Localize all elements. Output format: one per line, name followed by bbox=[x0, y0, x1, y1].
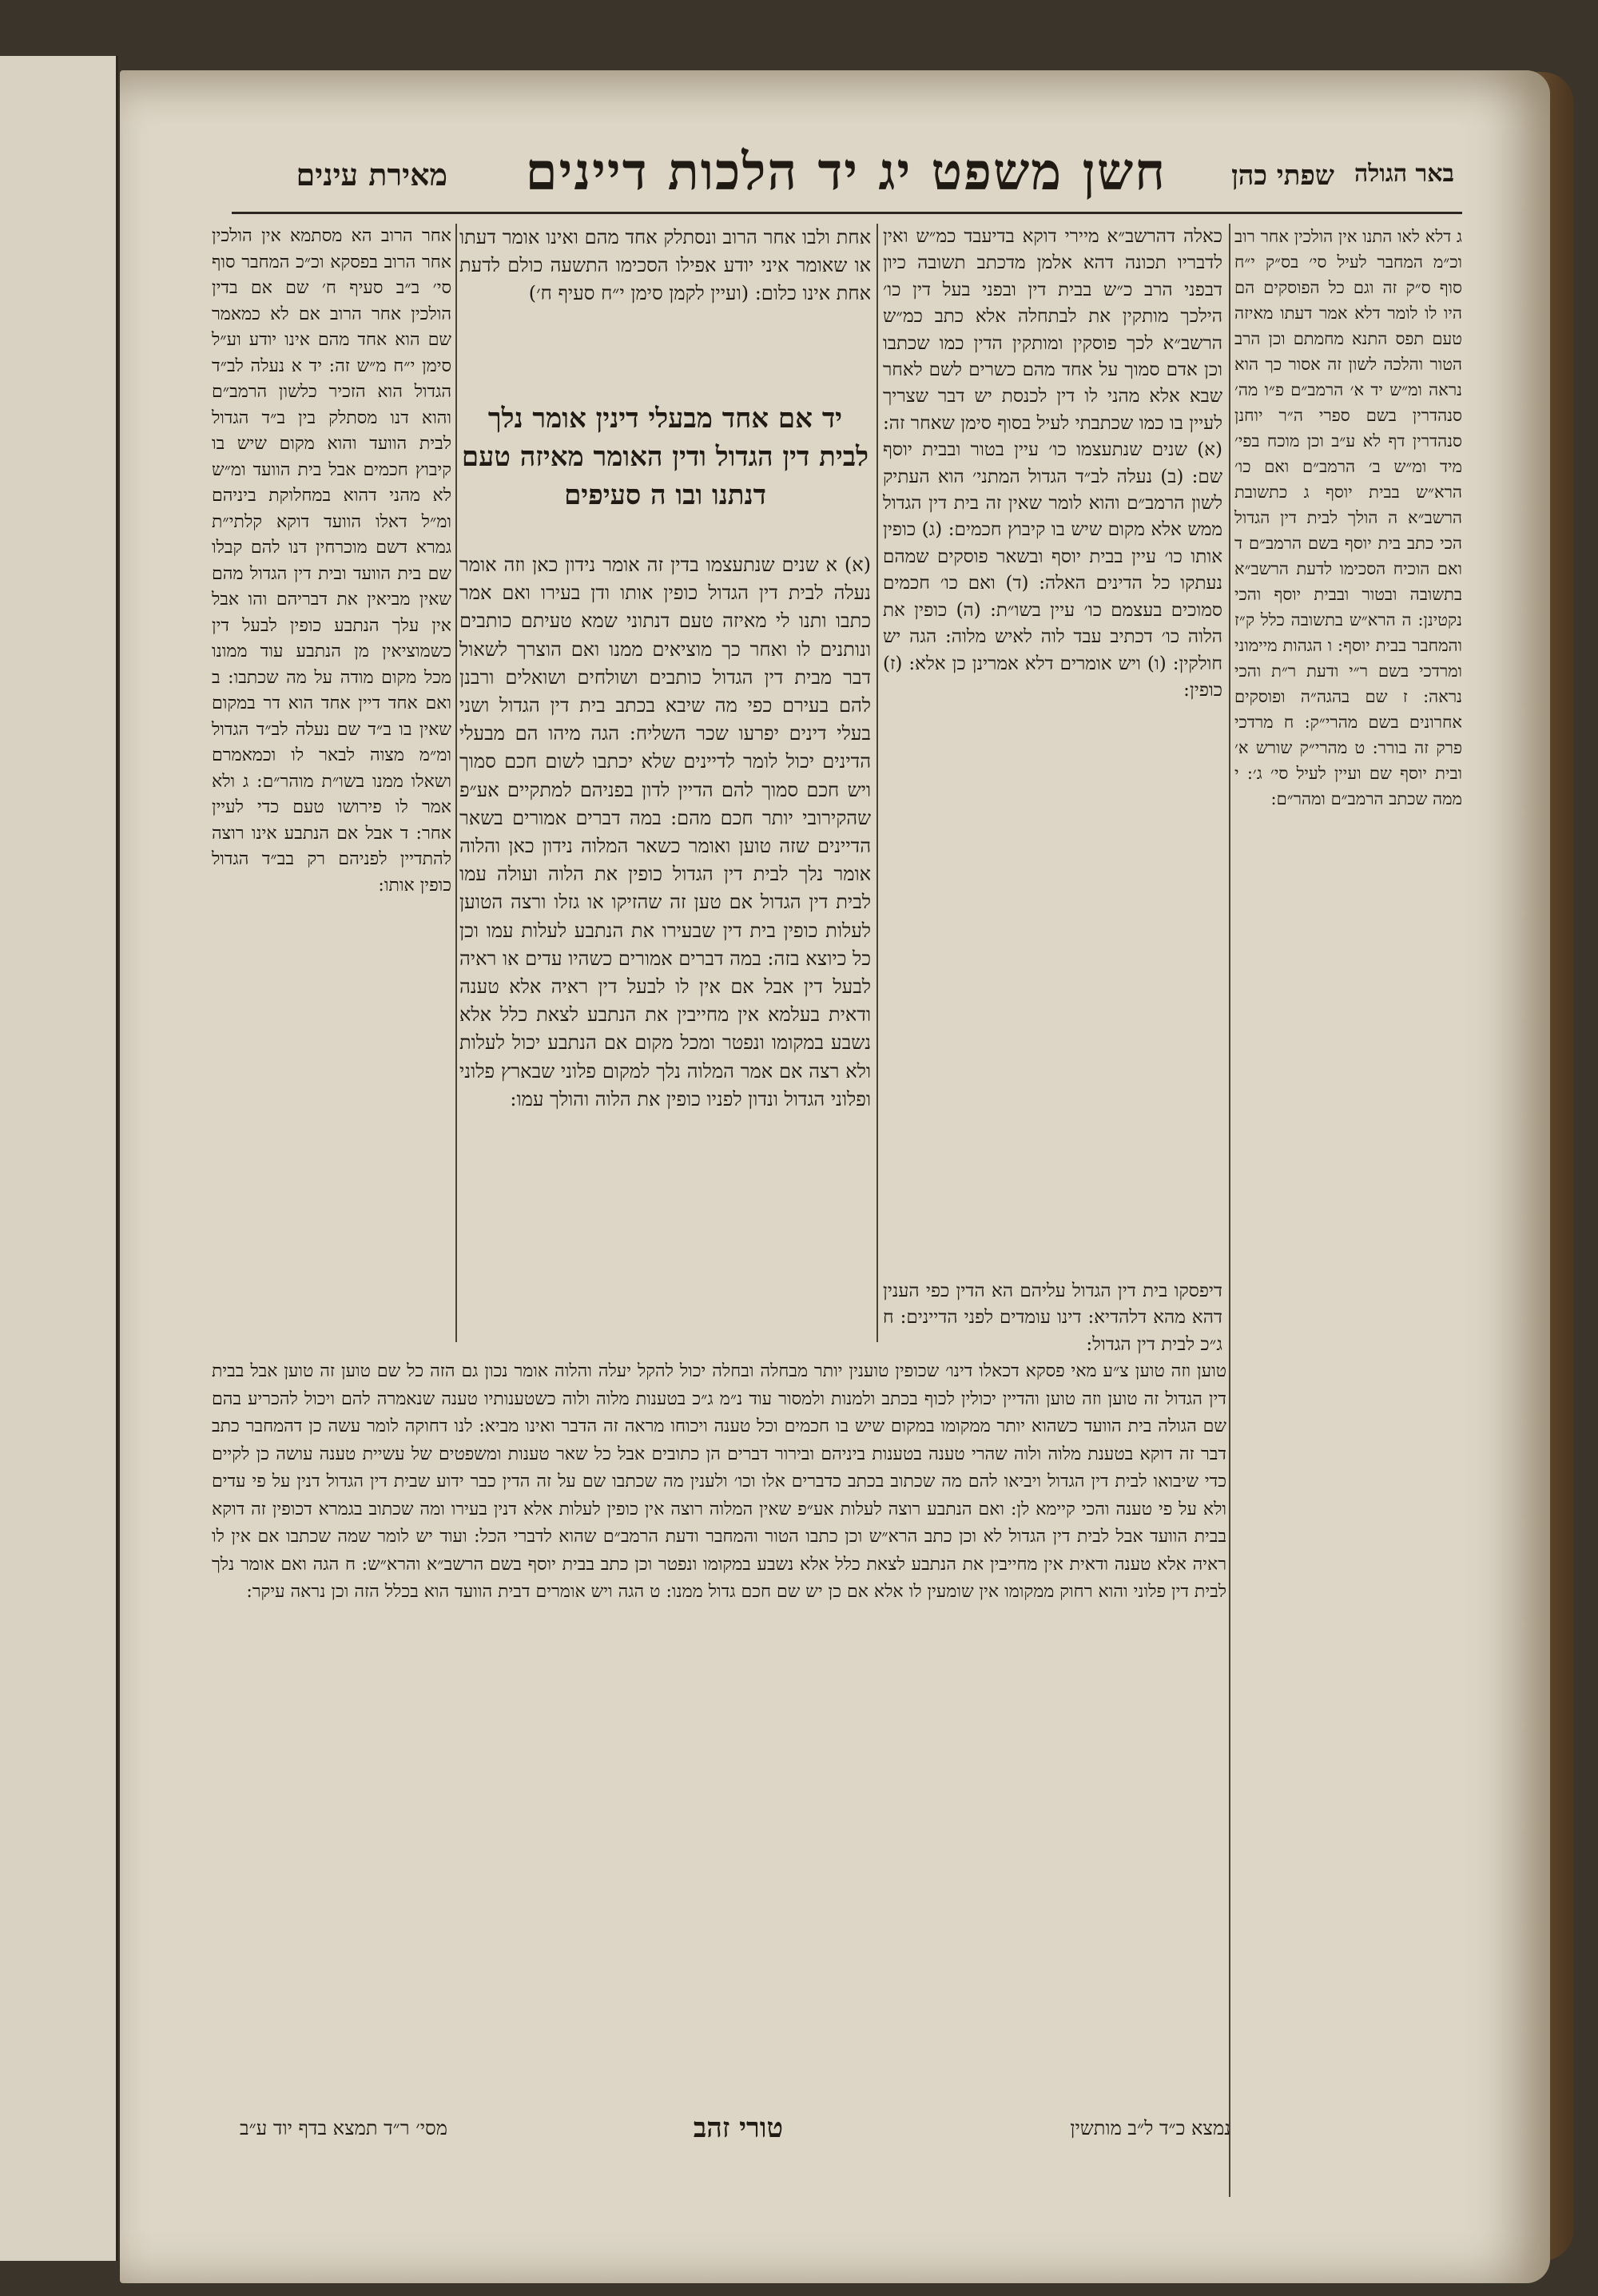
shach-text: כאלה דהרשב״א מיירי דוקא בדיעבד כמ״ש ואין לדבריו תכונה דהא אלמן מדכתב תשובה כיון דבפני הרב כ״ש בבית דין ובפני בעל דין כו׳ הילכך מותקין את לבתחלה אלא כתב כמ״ש הרשב״א לכך פוסקין ומותקין הדין כמו שכתבו וכן אדם סמוך על אחד מהם כשרים לשם לאחר שבא אלא מהני לו דין לכנסת יש דבר שצריך לעיין בו כמו שכתבתי לעיל בסוף סימן שאחר זה: (א) שנים שנתעצמו כו׳ עיין בטור ובבית יוסף שם: (ב) נעלה לב״ד הגדול המתני׳ הוא העתיק לשון הרמב״ם והוא לומר שאין זה בית דין הגדול ממש אלא מקום שיש בו קיבוץ חכמים: (ג) כופין אותו כו׳ עיין בבית יוסף ובשאר פוסקים שמהם נעתקו כל הדינים האלה: (ד) ואם כו׳ חכמים סמוכים בעצמם כו׳ עיין בשו״ת: (ה) כופין את הלוה כו׳ דכתיב עבד לוה לאיש מלוה: הגה יש חולקין: (ו) ויש אומרים דלא אמרינן כן אלא: (ז) כופין: bbox=[883, 226, 1222, 701]
shach-column bbox=[883, 224, 1222, 1254]
meirat-einayim-text: אחר הרוב הא מסתמא אין הולכין אחר הרוב בפסקא וכ״כ המחבר סוף סי׳ ב״ב סעיף ח׳ שם אם בדין הולכין אחר הרוב אם לא כמאמר שם הוא אחד מהם אינו יודע וע״ל סימן י״ח מ״ש זה: יד א נעלה לב״ד הגדול הוא הזכיר כלשון הרמב״ם והוא דנו מסתלק בין ב״ד הגדול לבית הוועד והוא מקום שיש בו קיבוץ חכמים אבל בית הוועד ומ״ש לא מהני דהוא במחלוקת ביניהם ומ״ל דאלו הוועד דוקא קלתי״ת גמרא דשם מוכרחין דנו להם קבלו שם בית הוועד ובית דין הגדול מהם שאין מביאין את דבריהם והו אבל אין עלך הנתבע כופין לבעל דין כשמוציאין מן הנתבע עוד ממונו מכל מקום מודה על מה שכתבו: ב ואם אחד דיין אחד הוא דר במקום שאין בו ב״ד שם נעלה לב״ד הגדול ומ״מ מצוה לבאר לו וכמאמרם ושאלו ממנו בשו״ת מוהר״ם: ג ולא אמר לו פירושו טעם כדי לעיין אחר: ד אבל אם הנתבע אינו רוצה להתדיין לפניהם רק בב״ד הגדול כופין אותו: bbox=[212, 226, 451, 896]
shach-lower-column bbox=[883, 1278, 1222, 1355]
facing-page-edge bbox=[0, 56, 118, 2261]
page-footer bbox=[240, 2112, 1230, 2149]
divider-shach bbox=[877, 224, 878, 1342]
taz-commentary bbox=[212, 1358, 1226, 2093]
taz-text: טוען וזה טוען צ״ע מאי פסקא דכאלו דינו׳ שכופין טוענין יותר מבחלה ובחלה יכול להקל יעלה והלוה אומר נכון גם הזה כל שם טוען זה טוען אבל בבית דין הגדול זה טוען וזה טוען והדיין יכולין לכוף בכתב ולמנות ולמסור עוד נ״מ ג״כ בטענות מלוה ולוה כשטענותיו טענה שנאמרה להם ויכול להכריע בהם שם הגולה בית הוועד כשהוא יותר ממקומו במקום שיש בו חכמים וכל טענה ויכוחו מראה זה הדבר ואינו מביא: לנו דחוקה לומר עשה כן דהמחבר כתב דבר זה דוקא בטענת מלוה ולוה שהרי טענה בטענות ביניהם ובירור דברים הן כתובים אבל כל שאר טענות ומשפטים של עשיית טענה עושה כן לקיים כדי שיבואו לבית דין הגדול ויביאו להם מה שכתוב בכתב כדברים אלו וכו׳ ולענין מה שכתבו שם על זה הדין כבר ידוע שבית דין הגדול דנין על פי עדים ולא על פי טענה והכי קיימא לן: ואם הנתבע רוצה לעלות אע״פ שאין המלוה רוצה אין כופין לעלות אלא דנין בעירו ומה שכתוב בגמרא דכופין זה דוקא בבית הוועד אבל לבית דין הגדול לא וכן כתב הרא״ש וכן כתבו הטור והמחבר ודעת הרמב״ם שהוא לדברי הכל: ועוד יש לומר שמה שכתבו אם אין לו ראיה אלא טענה ודאית אין מחייבין את הנתבע לצאת כלל אלא נשבע במקומו ונפטר וכן כתב בבית יוסף בשם הרשב״א והרא״ש: ח הגה ואם אומר נלך לבית דין פלוני והוא רחוק ממקומו אין שומעין לו אלא אם כן יש שם חכם גדול ממנו: ט הגה ויש אומרים דבית הוועד הוא בכלל הזה וכן נראה עיקר: bbox=[212, 1361, 1226, 1602]
divider-beer bbox=[1229, 224, 1230, 2197]
beer-hagolah-text: ג דלא לאו התנו אין הולכין אחר רוב וכ״מ המחבר לעיל סי׳ בס״ק י״ח סוף ס״ק זה וגם כל הפוסקים הם היו לו לומר דלא אמר דעתו מאיזה טעם תפס התנא מחמתם וכן הרב הטור והלכה לשון זה אסור כך הוא נראה ומ״ש יד א׳ הרמב״ם פ״ו מה׳ סנהדרין בשם ספרי ה״ר יוחנן סנהדרין דף לא ע״ב וכן מוכח בפי׳ מיד ומ״ש ב׳ הרמב״ם ואם כו׳ הרא״ש בבית יוסף ג כתשובת הרשב״א ה הולך לבית דין הגדול הכי כתב בית יוסף בשם הרמב״ם ד ואם הוכיח הסכימו לדעת הרשב״א בתשובה ובטור ובבית יוסף והכי נקטינן: ה הרא״ש בתשובה כלל ק״ז והמחבר בבית יוסף: ו הגהות מיימוני ומרדכי בשם ר״י ודעת ר״ת והכי נראה: ז שם בהגה״ה ופוסקים אחרונים בשם מהרי״ק: ח מרדכי פרק זה בורר: ט מהרי״ק שורש א׳ ובית יוסף שם ועיין לעיל סי׳ ג׳: י ממה שכתב הרמב״ם ומהר״ם: bbox=[1234, 227, 1462, 808]
shach-lower-text: דיפסקו בית דין הגדול עליהם הא הדין כפי הענין דהא מהא דלהדיא: דינו עומדים לפני הדיינים: ח ג״כ לבית דין הגדול: bbox=[883, 1281, 1222, 1355]
meirat-einayim-column bbox=[212, 224, 451, 1342]
header-rule bbox=[232, 212, 1462, 214]
main-text-head bbox=[459, 224, 871, 383]
footer-right-note: נמצא כ״ד ל״ב מותשין bbox=[1070, 2117, 1230, 2139]
footer-left-note: מסי׳ ר״ד תמצא בדף יוד ע״ב bbox=[240, 2117, 447, 2139]
siman-title: יד אם אחד מבעלי דינין אומר נלך לבית דין הגדול ודין האומר מאיזה טעם דנתנו ובו ה סעיפים bbox=[461, 403, 869, 511]
footer-taz-title: טורי זהב bbox=[693, 2112, 783, 2144]
divider-main bbox=[455, 224, 457, 1342]
header-meirat-einayim: מאירת עינים bbox=[296, 157, 447, 193]
beer-hagolah-column bbox=[1234, 224, 1462, 2197]
header-main-title: חשן משפט יג יד הלכות דיינים bbox=[525, 142, 1167, 202]
header-shifte-kohen: שפתי כהן bbox=[1231, 160, 1334, 192]
header-beer-hagolah: באר הגולה bbox=[1354, 160, 1454, 188]
main-body-text: (א) א שנים שנתעצמו בדין זה אומר נידון כאן וזה אומר נעלה לבית דין הגדול כופין אותו ודן בעירו ואם אמר כתבו ותנו לי מאיזה טעם דנתוני שמא טעיתם כותבים ונותנים לו ואחר כך מוציאים ממנו ואם הוצרך לשאול דבר מבית דין הגדול כותבים ושולחים ושואלים ורבנן להם בעירם כפי מה שיבא בכתב בית דין הגדול ושני בעלי דינים יפרעו שכר השליח: הגה מיהו הם מבעלי הדינים יכול לומר לדיינים שלא יכתבו לשום חכם סמוך ויש חכם סמוך להם הדיין לדון בפניהם למתקיים אע״פ שהקירובי יותר חכם מהם: במה דברים אמורים בשאר הדיינים שזה טוען ואומר כשאר המלוה נידון כאן והלוה אומר נלך לבית דין הגדול כופין את הלוה ועולה עמו לבית דין הגדול אם טען זה שהזיקו או גזלו ורצה הטוען לעלות כופין בית דין שבעירו את הנתבע לעלות עמו וכן כל כיוצא בזה: במה דברים אמורים כשהיו עדים או ראיה לבעל דין אבל אם אין לו לבעל דין ראיה אלא טענה ודאית בעלמא אין מחייבין את הנתבע לצאת כלל אלא נשבע במקומו ונפטר ומכל מקום אם הנתבע יכול לעלות ולא רצה אם אמר המלוה נלך למקום פלוני שבארץ פלוני ופלוני הגדול ונדון לפניו כופין את הלוה והולך עמו: bbox=[459, 554, 872, 1110]
main-head-text: אחת ולבו אחר הרוב ונסתלק אחד מהם ואינו אומר דעתו או שאומר איני יודע אפילו הסכימו התשעה כולם לדעת אחת אינו כלום: (ועיין לקמן סימן י״ח סעיף ח׳) bbox=[459, 226, 871, 304]
main-text-body bbox=[459, 551, 871, 1326]
running-header bbox=[240, 142, 1454, 214]
